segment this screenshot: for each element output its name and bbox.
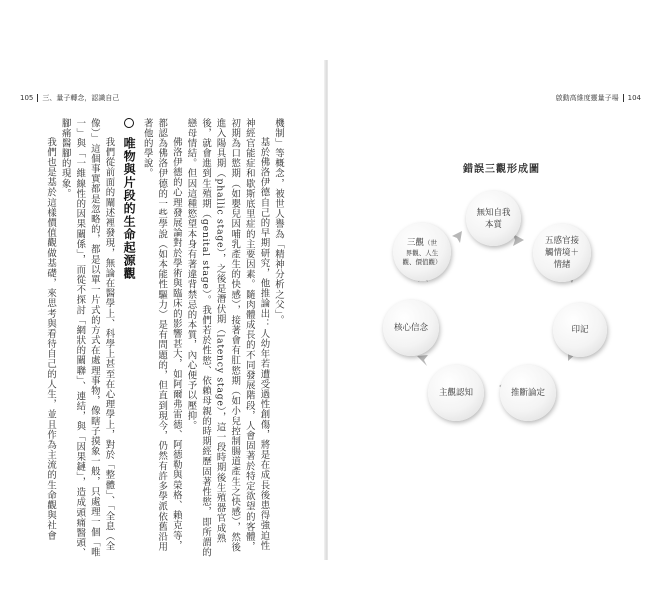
node-text: 三觀 <box>406 238 424 248</box>
node-text: 情緒 <box>553 260 571 270</box>
node-text: 觀、價值觀） <box>402 258 442 266</box>
paragraph: 基於佛洛伊德自己的早期研究，他推論出：人幼年若遭受過性創傷，將是在成長後患得強迫性神經官能症和歇斯底里症的主要因素。隨肉體成長的不同發展階段，人會固著於特定欲望的客體，初期為口慾期（如嬰兒因哺乳產生的快感），接著會有肛慾期（如小兒控制腸道產生之快感），然後進入陽具期（phallic stage），之後是潛伏期（latency stage），這一段時期後生殖器官成熟後，就會進到生殖期（genital stage）。我們若於性慾、依賴母親的時期經歷固著性慾，即所謂的戀母情結。但因這種慾望本身有著違背禁忌的本質，內心便予以壓抑。 <box>185 118 270 558</box>
left-page-number: 105 <box>20 94 34 102</box>
arrow-icon <box>417 355 428 366</box>
node-text: 觸情境＋ <box>544 248 579 258</box>
node-text: 五感官接 <box>544 236 579 246</box>
right-running-title: 啟動高維度靈量子場 <box>555 94 619 102</box>
header-divider <box>37 94 38 102</box>
node-ignorant-self <box>466 191 521 246</box>
arrow-icon <box>452 231 462 243</box>
paragraph: 我們從前面的闡述裡發現，無論在醫學上、科學上甚至在心理學上，對於「整體」、「全息（全像）」這個事實都是忽略的，都是以單一片式的方式在處理事物，像瞎子摸象一般，只處理一個「唯一」與「一維線性的因果關係」，而從不探討「網狀的關聯」、連結，與「因果鏈」，造成頭痛醫頭、腳痛醫腳的現象。 <box>59 118 115 558</box>
node-text: 無知自我 <box>476 207 511 218</box>
node-inference <box>500 365 556 421</box>
circle-bullet-icon <box>124 118 134 128</box>
diagram-title: 錯誤三觀形成圖 <box>463 164 540 175</box>
left-page <box>0 0 325 609</box>
node-imprint <box>553 303 607 357</box>
left-chapter-title: 三、量子轉念，認識自己 <box>42 94 120 102</box>
node-core-belief <box>383 300 439 356</box>
node-text: 主觀認知 <box>438 388 473 398</box>
node-text: 印記 <box>571 325 589 335</box>
node-text: 推斷論定 <box>510 388 545 398</box>
node-text: （世 <box>424 239 437 247</box>
node-text: 本質 <box>484 219 502 230</box>
paragraph: 佛洛伊德的心理發展論對於學術與臨床的影響甚大，如阿爾弗雷德、阿德勒與榮格、賴克等，都認為佛洛伊德的一些學說（如本能性驅力）是有問題的，但直到現今，仍然有許多學派依舊沿用著他的學說。 <box>141 118 182 552</box>
left-page-body <box>43 118 286 558</box>
node-five-senses <box>533 224 591 282</box>
node-three-views <box>393 223 451 281</box>
node-subjective-cognition <box>428 365 484 421</box>
node-text: 核心信念 <box>393 323 428 333</box>
right-page <box>328 0 655 609</box>
cycle-arrows <box>328 0 655 609</box>
section-title: 唯物與片段的生命起源觀 <box>122 137 137 281</box>
node-text: 界觀、人生 <box>405 249 439 257</box>
right-page-number: 104 <box>627 94 641 102</box>
left-page-header <box>20 93 119 103</box>
paragraph: 機制」等概念，被世人譽為「精神分析之父」。 <box>273 118 284 326</box>
section-heading <box>121 118 136 558</box>
paragraph: 我們也是基於這樣價值觀做基礎，來思考與看待自己的人生，並且作為主流的生命觀與社會 <box>45 136 57 541</box>
cycle-diagram <box>328 0 655 609</box>
